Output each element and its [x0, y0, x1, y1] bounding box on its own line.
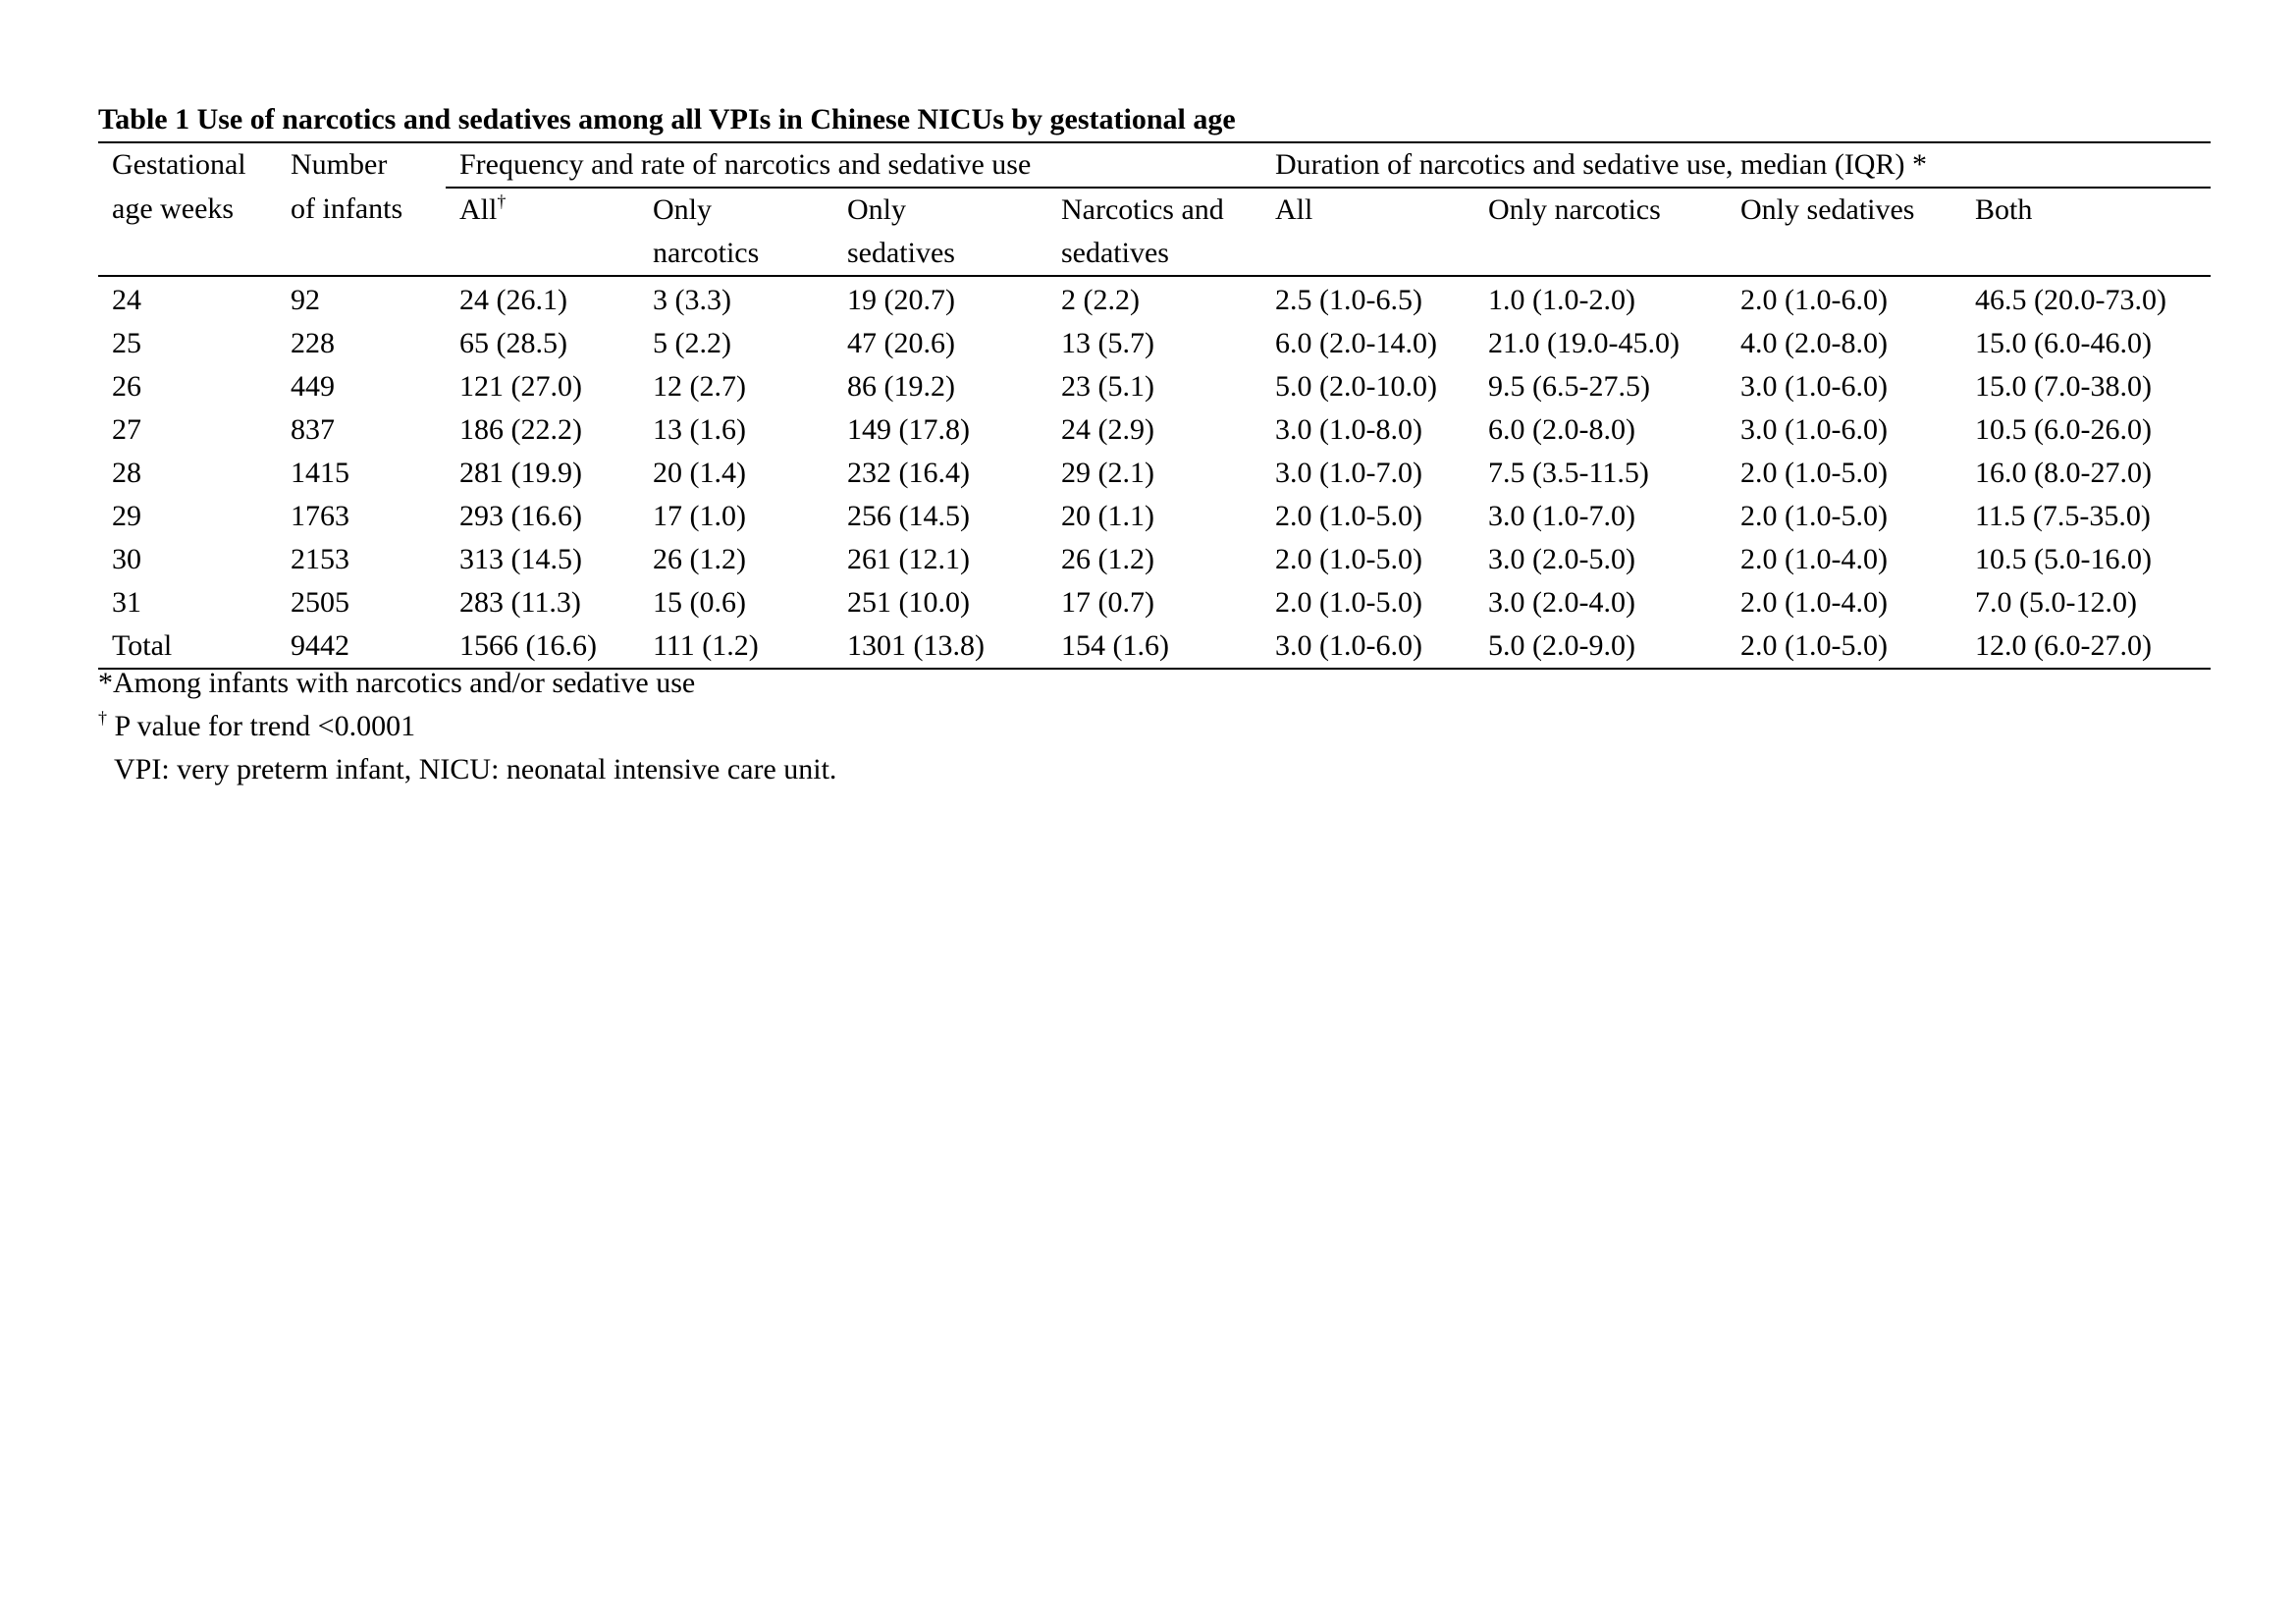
cell-dur-only-narcotics: 3.0 (2.0-5.0)	[1488, 543, 1635, 575]
cell-gestational-age: 25	[112, 327, 141, 359]
cell-number: 837	[291, 413, 335, 446]
header-dur-only-narcotics: Only narcotics	[1488, 193, 1661, 226]
cell-dur-all: 2.0 (1.0-5.0)	[1275, 500, 1422, 532]
cell-dur-all: 5.0 (2.0-10.0)	[1275, 370, 1437, 403]
cell-dur-only-narcotics: 3.0 (1.0-7.0)	[1488, 500, 1635, 532]
cell-freq-both: 24 (2.9)	[1061, 413, 1154, 446]
cell-dur-all: 6.0 (2.0-14.0)	[1275, 327, 1437, 359]
cell-dur-only-narcotics: 1.0 (1.0-2.0)	[1488, 284, 1635, 316]
cell-freq-both: 2 (2.2)	[1061, 284, 1140, 316]
cell-freq-all: 1566 (16.6)	[459, 629, 597, 662]
cell-freq-all: 293 (16.6)	[459, 500, 582, 532]
cell-dur-both: 11.5 (7.5-35.0)	[1975, 500, 2151, 532]
cell-dur-only-sedatives: 2.0 (1.0-5.0)	[1740, 457, 1888, 489]
cell-dur-only-narcotics: 7.5 (3.5-11.5)	[1488, 457, 1649, 489]
header-freq-only-narcotics: Only narcotics	[653, 193, 760, 269]
cell-dur-only-narcotics: 9.5 (6.5-27.5)	[1488, 370, 1650, 403]
header-row-1	[98, 142, 2211, 188]
table-title: Table 1 Use of narcotics and sedatives among all VPIs in Chinese NICUs by gestational age	[98, 103, 1236, 135]
cell-number: 2153	[291, 543, 349, 575]
footnote-abbreviations: VPI: very preterm infant, NICU: neonatal intensive care unit.	[114, 753, 837, 785]
cell-freq-only-narcotics: 15 (0.6)	[653, 586, 746, 619]
header-freq-only-sedatives: Only sedatives	[847, 193, 955, 269]
cell-dur-all: 2.5 (1.0-6.5)	[1275, 284, 1422, 316]
cell-dur-both: 7.0 (5.0-12.0)	[1975, 586, 2137, 619]
table-body	[98, 276, 2211, 669]
cell-freq-both: 154 (1.6)	[1061, 629, 1169, 662]
cell-freq-only-narcotics: 26 (1.2)	[653, 543, 746, 575]
cell-dur-all: 3.0 (1.0-8.0)	[1275, 413, 1422, 446]
cell-gestational-age: 28	[112, 457, 141, 489]
cell-gestational-age: 24	[112, 284, 141, 316]
header-number: Number	[291, 148, 388, 181]
cell-dur-only-sedatives: 4.0 (2.0-8.0)	[1740, 327, 1888, 359]
cell-freq-all: 24 (26.1)	[459, 284, 567, 316]
cell-gestational-age: 27	[112, 413, 141, 446]
cell-number: 449	[291, 370, 335, 403]
cell-gestational-age: 26	[112, 370, 141, 403]
cell-dur-only-narcotics: 6.0 (2.0-8.0)	[1488, 413, 1635, 446]
cell-freq-only-narcotics: 111 (1.2)	[653, 629, 759, 662]
cell-freq-only-sedatives: 19 (20.7)	[847, 284, 955, 316]
cell-freq-both: 20 (1.1)	[1061, 500, 1154, 532]
cell-dur-all: 3.0 (1.0-6.0)	[1275, 629, 1422, 662]
header-frequency-group: Frequency and rate of narcotics and sedative use	[446, 142, 1261, 188]
cell-freq-only-sedatives: 47 (20.6)	[847, 327, 955, 359]
header-gestational: Gestational	[112, 148, 246, 181]
cell-dur-both: 46.5 (20.0-73.0)	[1975, 284, 2166, 316]
cell-gestational-age: 31	[112, 586, 141, 619]
cell-freq-both: 29 (2.1)	[1061, 457, 1154, 489]
cell-freq-only-sedatives: 261 (12.1)	[847, 543, 970, 575]
footnote-dagger: † P value for trend <0.0001	[98, 708, 416, 742]
cell-dur-all: 3.0 (1.0-7.0)	[1275, 457, 1422, 489]
cell-freq-only-narcotics: 5 (2.2)	[653, 327, 731, 359]
cell-freq-only-sedatives: 256 (14.5)	[847, 500, 970, 532]
cell-number: 2505	[291, 586, 349, 619]
cell-freq-all: 121 (27.0)	[459, 370, 582, 403]
cell-freq-only-sedatives: 251 (10.0)	[847, 586, 970, 619]
footnote-asterisk: *Among infants with narcotics and/or sedative use	[98, 667, 696, 699]
cell-freq-only-narcotics: 20 (1.4)	[653, 457, 746, 489]
cell-dur-all: 2.0 (1.0-5.0)	[1275, 543, 1422, 575]
cell-freq-both: 23 (5.1)	[1061, 370, 1154, 403]
cell-freq-all: 283 (11.3)	[459, 586, 581, 619]
cell-dur-only-narcotics: 21.0 (19.0-45.0)	[1488, 327, 1680, 359]
dagger-mark: †	[497, 191, 507, 211]
cell-dur-both: 12.0 (6.0-27.0)	[1975, 629, 2152, 662]
cell-freq-only-sedatives: 86 (19.2)	[847, 370, 955, 403]
table-row	[98, 408, 2211, 452]
cell-number: 1763	[291, 500, 349, 532]
cell-gestational-age: Total	[112, 629, 173, 662]
header-row-2	[98, 188, 2211, 276]
header-gestational-line2: age weeks	[112, 192, 235, 225]
header-number-line2: of infants	[291, 192, 403, 225]
cell-dur-only-sedatives: 2.0 (1.0-6.0)	[1740, 284, 1888, 316]
cell-dur-only-sedatives: 3.0 (1.0-6.0)	[1740, 370, 1888, 403]
cell-number: 1415	[291, 457, 349, 489]
cell-dur-only-sedatives: 2.0 (1.0-5.0)	[1740, 500, 1888, 532]
table-row	[98, 495, 2211, 538]
cell-freq-both: 26 (1.2)	[1061, 543, 1154, 575]
cell-dur-both: 10.5 (6.0-26.0)	[1975, 413, 2152, 446]
cell-freq-only-sedatives: 1301 (13.8)	[847, 629, 985, 662]
footnotes	[98, 662, 836, 791]
data-table	[98, 141, 2211, 670]
header-freq-both: Narcotics and sedatives	[1061, 193, 1224, 269]
cell-number: 92	[291, 284, 320, 316]
header-duration-group: Duration of narcotics and sedative use, median (IQR) *	[1261, 142, 2211, 188]
cell-dur-both: 15.0 (7.0-38.0)	[1975, 370, 2152, 403]
cell-freq-only-narcotics: 12 (2.7)	[653, 370, 746, 403]
cell-dur-both: 10.5 (5.0-16.0)	[1975, 543, 2152, 575]
cell-freq-both: 17 (0.7)	[1061, 586, 1154, 619]
header-dur-all: All	[1275, 193, 1313, 226]
table-row	[98, 581, 2211, 624]
cell-freq-only-sedatives: 232 (16.4)	[847, 457, 970, 489]
cell-freq-all: 65 (28.5)	[459, 327, 567, 359]
table-row	[98, 365, 2211, 408]
cell-number: 9442	[291, 629, 349, 662]
cell-freq-only-narcotics: 3 (3.3)	[653, 284, 731, 316]
cell-gestational-age: 30	[112, 543, 141, 575]
cell-freq-both: 13 (5.7)	[1061, 327, 1154, 359]
cell-freq-only-narcotics: 17 (1.0)	[653, 500, 746, 532]
header-freq-all: All†	[459, 191, 507, 226]
cell-freq-all: 281 (19.9)	[459, 457, 582, 489]
table-row	[98, 322, 2211, 365]
cell-number: 228	[291, 327, 335, 359]
cell-dur-both: 15.0 (6.0-46.0)	[1975, 327, 2152, 359]
table-row	[98, 276, 2211, 322]
cell-dur-only-sedatives: 3.0 (1.0-6.0)	[1740, 413, 1888, 446]
cell-freq-all: 186 (22.2)	[459, 413, 582, 446]
header-dur-only-sedatives: Only sedatives	[1740, 193, 1915, 226]
cell-dur-only-narcotics: 3.0 (2.0-4.0)	[1488, 586, 1635, 619]
table-header	[98, 142, 2211, 276]
cell-freq-only-narcotics: 13 (1.6)	[653, 413, 746, 446]
cell-dur-only-sedatives: 2.0 (1.0-5.0)	[1740, 629, 1888, 662]
cell-dur-only-narcotics: 5.0 (2.0-9.0)	[1488, 629, 1635, 662]
cell-dur-only-sedatives: 2.0 (1.0-4.0)	[1740, 543, 1888, 575]
cell-dur-both: 16.0 (8.0-27.0)	[1975, 457, 2152, 489]
header-dur-both: Both	[1975, 193, 2033, 226]
cell-dur-all: 2.0 (1.0-5.0)	[1275, 586, 1422, 619]
table-row	[98, 538, 2211, 581]
dagger-mark: †	[98, 708, 107, 728]
table-row	[98, 452, 2211, 495]
cell-freq-all: 313 (14.5)	[459, 543, 582, 575]
cell-freq-only-sedatives: 149 (17.8)	[847, 413, 970, 446]
cell-dur-only-sedatives: 2.0 (1.0-4.0)	[1740, 586, 1888, 619]
cell-gestational-age: 29	[112, 500, 141, 532]
